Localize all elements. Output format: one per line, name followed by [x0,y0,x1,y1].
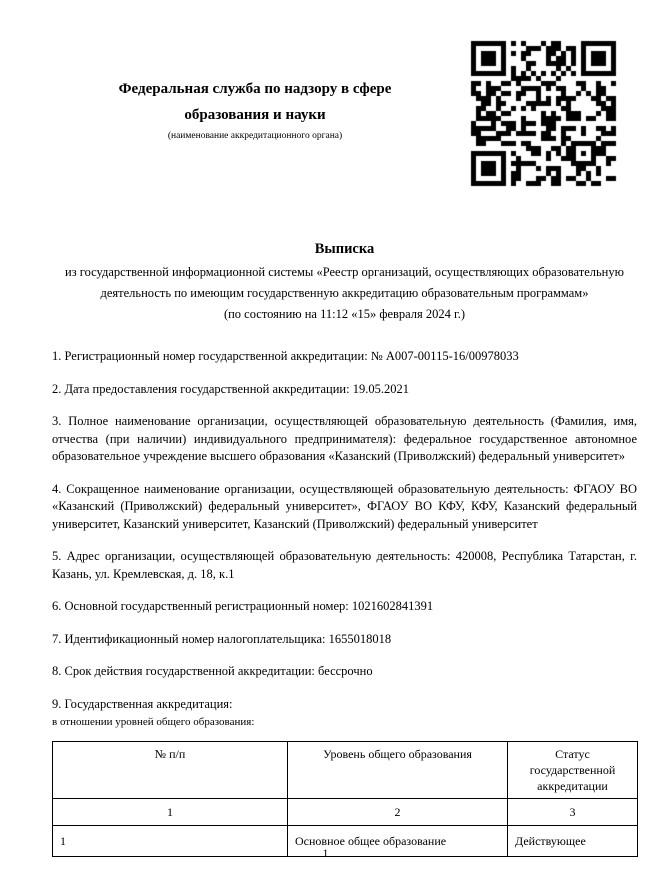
table-numbering-cell: 1 [53,799,288,826]
document-body [52,240,637,857]
accreditation-authority-header [55,76,455,142]
item-short-name: 4. Сокращенное наименование организации, осуществляющей образовательную деятельность: ФГАОУ ВО «Казанский (Приволжский) федеральный университет», ФГАОУ ВО КФУ, КФУ, Казанский федеральный университет, Казанский университет, Казанский (Приволжский) федеральный университет [52,481,637,531]
table-cell-education-level: Основное общее образование [288,826,508,857]
table-numbering-row [53,799,638,826]
table-header-status: Статус государственной аккредитации [508,742,638,799]
authority-name-line2: образования и науки [184,107,326,123]
table-header-number: № п/п [53,742,288,799]
item-registration-number: 1. Регистрационный номер государственной аккредитации: № А007-00115-16/00978033 [52,349,519,363]
document-items [52,348,637,730]
authority-name-line1: Федеральная служба по надзору в сфере [118,81,392,97]
document-subtitle-line2: (по состоянию на 11:12 «15» февраля 2024 г.) [223,307,466,321]
item-ogrn: 6. Основной государственный регистрационный номер: 1021602841391 [52,599,434,613]
table-cell-status: Действующее [508,826,638,857]
qr-code-image [465,35,622,192]
table-numbering-cell: 3 [508,799,638,826]
item-state-accreditation-note: в отношении уровней общего образования: [52,716,255,728]
table-header-education-level: Уровень общего образования [288,742,508,799]
item-address: 5. Адрес организации, осуществляющей образовательную деятельность: 420008, Республика Татарстан, г. Казань, ул. Кремлевская, д. 18, к.1 [52,549,637,581]
table-header-row [53,742,638,799]
item-inn: 7. Идентификационный номер налогоплательщика: 1655018018 [52,631,392,646]
table-numbering-cell: 2 [288,799,508,826]
authority-caption: (наименование аккредитационного органа) [167,131,343,141]
table-cell-number: 1 [53,826,288,857]
item-state-accreditation: 9. Государственная аккредитация: [52,696,233,711]
item-accreditation-date: 2. Дата предоставления государственной аккредитации: 19.05.2021 [52,381,409,396]
page-number: 1 [322,848,329,860]
item-validity: 8. Срок действия государственной аккредитации: бессрочно [52,664,373,678]
accreditation-table [52,741,638,857]
item-full-name: 3. Полное наименование организации, осуществляющей образовательную деятельность (Фамилия, имя, отчества (при наличии) индивидуального предпринимателя): федеральное государственное автономное образовательное учреждение высшего образования «Казанский (Приволжский) федеральный университет» [52,414,637,463]
document-subtitle-line1: из государственной информационной системы «Реестр организаций, осуществляющих образовательную деятельность по имеющим государственную аккредитацию образовательным программам» [65,265,624,300]
document-title: Выписка [314,241,375,257]
